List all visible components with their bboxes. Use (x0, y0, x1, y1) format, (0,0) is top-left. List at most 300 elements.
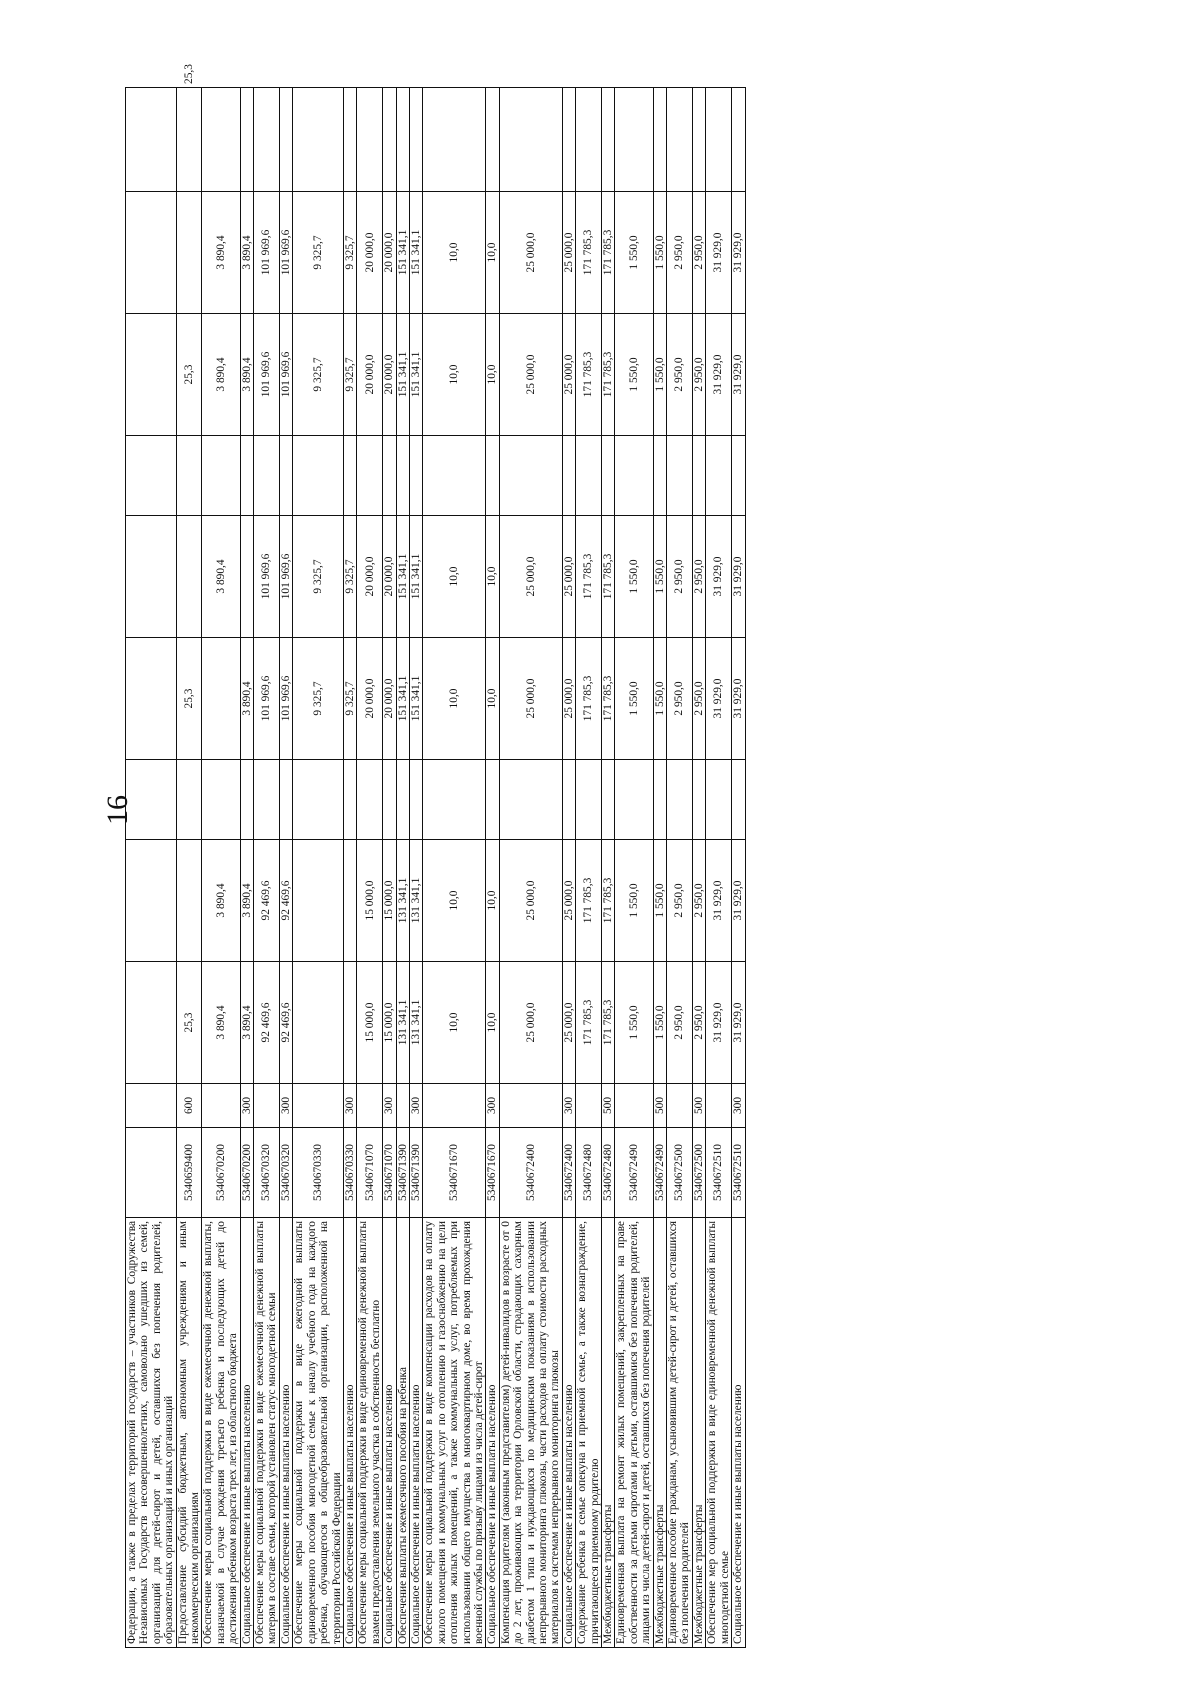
amount-cell: 25,3 (176, 638, 202, 760)
amount-cell: 92 469,6 (254, 962, 280, 1084)
amount-cell: 20 000,0 (357, 638, 383, 760)
amount-cell: 25 000,0 (562, 516, 575, 638)
amount-cell (576, 436, 602, 516)
amount-cell: 25,3 (176, 314, 202, 436)
table-row (486, 88, 499, 1648)
amount-cell (732, 88, 745, 192)
amount-cell: 25 000,0 (562, 638, 575, 760)
amount-cell (176, 760, 202, 840)
amount-cell (293, 88, 344, 192)
target-article-code: 5340670320 (254, 1128, 280, 1218)
amount-cell: 9 325,7 (293, 192, 344, 314)
expense-type-code: 300 (343, 1084, 356, 1128)
amount-cell (240, 436, 253, 516)
amount-cell: 92 469,6 (279, 840, 292, 962)
table-row: Предоставление субсидий бюджетным, автономным учреждениям и иным некоммерческим организациям 5340659400 600 25,3 25,3 25,3 25,3 (176, 88, 202, 1648)
page-number: 16 (101, 795, 134, 825)
amount-cell (126, 436, 177, 516)
amount-cell (615, 760, 653, 840)
amount-cell: 1 550,0 (653, 192, 666, 314)
amount-cell (126, 516, 177, 638)
amount-cell: 31 929,0 (706, 638, 732, 760)
expense-type-code (423, 1084, 486, 1128)
amount-cell: 9 325,7 (343, 638, 356, 760)
amount-cell: 25 000,0 (499, 516, 562, 638)
amount-cell: 25 000,0 (499, 314, 562, 436)
amount-cell: 171 785,3 (576, 192, 602, 314)
amount-cell (293, 962, 344, 1084)
amount-cell: 2 950,0 (692, 314, 705, 436)
amount-cell (254, 88, 280, 192)
amount-cell: 10,0 (423, 516, 486, 638)
amount-cell: 10,0 (486, 840, 499, 962)
amount-cell: 151 341,1 (396, 516, 409, 638)
amount-cell (126, 88, 177, 192)
amount-cell: 92 469,6 (254, 840, 280, 962)
amount-cell: 3 890,4 (202, 314, 240, 436)
table-row (383, 88, 396, 1648)
target-article-code (126, 1128, 177, 1218)
row-name: Федерации, а также в пределах территорий государств – участников Содружества Независимых Государств несовершеннолетних, самовольно ушедших из семей, организаций для детей-сирот и детей, оставшихся без попечения родителей, образовательных организаций и иных организаций (126, 1218, 177, 1648)
expense-type-code: 300 (279, 1084, 292, 1128)
expense-type-code (706, 1084, 732, 1128)
amount-cell (409, 88, 422, 192)
amount-cell: 2 950,0 (667, 516, 693, 638)
amount-cell: 1 550,0 (615, 962, 653, 1084)
target-article-code: 5340672510 (732, 1128, 745, 1218)
target-article-code: 5340672480 (602, 1128, 615, 1218)
expense-type-code: 500 (692, 1084, 705, 1128)
amount-cell (602, 88, 615, 192)
amount-cell: 9 325,7 (293, 516, 344, 638)
amount-cell: 1 550,0 (653, 516, 666, 638)
amount-cell: 31 929,0 (732, 638, 745, 760)
row-name: Социальное обеспечение и иные выплаты населению (409, 1218, 422, 1648)
row-name: Единовременная выплата на ремонт жилых помещений, закрепленных на праве собственности за детьми сиротами и детьми, оставшимися без попечения родителей, лицами из числа детей-сирот и детей, оставшихся без попечения родителей (615, 1218, 653, 1648)
table-row (576, 88, 602, 1648)
amount-cell: 2 950,0 (667, 192, 693, 314)
amount-cell (409, 436, 422, 516)
row-name: Обеспечение меры социальной поддержки в виде единовременной денежной выплаты взамен предоставления земельного участка в собственность бесплатно (357, 1218, 383, 1648)
row-name: Обеспечение меры социальной поддержки в виде ежемесячной денежной выплаты матерям в составе семьи, которой установлен статус многодетной семьи (254, 1218, 280, 1648)
target-article-code: 5340671390 (396, 1128, 409, 1218)
amount-cell: 2 950,0 (667, 840, 693, 962)
amount-cell: 31 929,0 (706, 516, 732, 638)
row-name: Социальное обеспечение и иные выплаты населению (562, 1218, 575, 1648)
amount-cell (562, 760, 575, 840)
amount-cell: 10,0 (486, 314, 499, 436)
amount-cell (176, 840, 202, 962)
amount-cell (486, 88, 499, 192)
table-row (499, 88, 562, 1648)
amount-cell (396, 436, 409, 516)
amount-cell (692, 436, 705, 516)
amount-cell (293, 760, 344, 840)
amount-cell: 1 550,0 (615, 516, 653, 638)
table-row (357, 88, 383, 1648)
amount-cell: 101 969,6 (254, 192, 280, 314)
target-article-code: 5340670320 (279, 1128, 292, 1218)
amount-cell: 171 785,3 (576, 962, 602, 1084)
amount-cell: 101 969,6 (254, 516, 280, 638)
target-article-code: 5340671670 (486, 1128, 499, 1218)
amount-cell: 10,0 (486, 516, 499, 638)
target-article-code: 5340659400 (176, 1128, 202, 1218)
target-article-code: 5340671070 (383, 1128, 396, 1218)
amount-cell: 9 325,7 (293, 638, 344, 760)
expense-type-code (202, 1084, 240, 1128)
amount-cell: 171 785,3 (602, 192, 615, 314)
amount-cell (254, 760, 280, 840)
amount-cell: 1 550,0 (653, 314, 666, 436)
expense-type-code: 600 (176, 1084, 202, 1128)
table-row (126, 88, 177, 1648)
expense-type-code (293, 1084, 344, 1128)
amount-cell: 1 550,0 (615, 192, 653, 314)
table-row (732, 88, 745, 1648)
amount-cell (126, 314, 177, 436)
amount-cell (126, 760, 177, 840)
amount-cell: 1 550,0 (615, 638, 653, 760)
amount-cell: 131 341,1 (409, 840, 422, 962)
amount-cell: 1 550,0 (653, 638, 666, 760)
amount-cell: 31 929,0 (732, 314, 745, 436)
expense-type-code: 300 (732, 1084, 745, 1128)
amount-cell (357, 436, 383, 516)
amount-cell (396, 88, 409, 192)
amount-cell: 31 929,0 (732, 516, 745, 638)
amount-cell: 2 950,0 (667, 638, 693, 760)
amount-cell (602, 436, 615, 516)
amount-cell: 131 341,1 (396, 840, 409, 962)
table-row (615, 88, 653, 1648)
amount-cell: 101 969,6 (279, 192, 292, 314)
amount-cell (562, 88, 575, 192)
amount-cell (667, 436, 693, 516)
budget-table (125, 64, 746, 1648)
amount-cell: 9 325,7 (343, 516, 356, 638)
amount-cell (486, 760, 499, 840)
table-row (562, 88, 575, 1648)
row-name: Обеспечение меры социальной поддержки в виде ежегодной выплаты единовременного пособия многодетной семье к началу учебного года на каждого ребенка, обучающегося в общеобразовательной организации, расположенной на территории Российской Федерации (293, 1218, 344, 1648)
amount-cell (293, 840, 344, 962)
amount-cell (423, 760, 486, 840)
amount-cell: 10,0 (423, 638, 486, 760)
amount-cell (667, 760, 693, 840)
amount-cell: 101 969,6 (254, 314, 280, 436)
amount-cell: 3 890,4 (240, 638, 253, 760)
amount-cell: 9 325,7 (343, 314, 356, 436)
target-article-code: 5340670200 (202, 1128, 240, 1218)
amount-cell: 31 929,0 (732, 962, 745, 1084)
amount-cell: 151 341,1 (409, 192, 422, 314)
expense-type-code: 300 (409, 1084, 422, 1128)
row-name: Единовременное пособие гражданам, усыновившим детей-сирот и детей, оставшихся без попечения родителей (667, 1218, 693, 1648)
amount-cell: 2 950,0 (667, 962, 693, 1084)
amount-cell: 3 890,4 (202, 840, 240, 962)
expense-type-code (396, 1084, 409, 1128)
expense-type-code (576, 1084, 602, 1128)
amount-cell: 131 341,1 (409, 962, 422, 1084)
amount-cell (240, 516, 253, 638)
amount-cell (343, 760, 356, 840)
amount-cell: 10,0 (486, 638, 499, 760)
amount-cell (486, 436, 499, 516)
row-name: Социальное обеспечение и иные выплаты населению (343, 1218, 356, 1648)
table-row (254, 88, 280, 1648)
amount-cell: 1 550,0 (615, 314, 653, 436)
amount-cell: 20 000,0 (357, 516, 383, 638)
amount-cell: 2 950,0 (692, 840, 705, 962)
amount-cell: 20 000,0 (383, 638, 396, 760)
amount-cell: 171 785,3 (576, 840, 602, 962)
amount-cell: 3 890,4 (202, 192, 240, 314)
amount-cell: 2 950,0 (667, 314, 693, 436)
amount-cell: 31 929,0 (706, 192, 732, 314)
target-article-code: 5340672400 (562, 1128, 575, 1218)
amount-cell: 25 000,0 (562, 840, 575, 962)
expense-type-code: 500 (653, 1084, 666, 1128)
amount-cell (240, 88, 253, 192)
amount-cell (202, 88, 240, 192)
amount-cell: 10,0 (423, 840, 486, 962)
amount-cell: 10,0 (423, 192, 486, 314)
row-name: Межбюджетные трансферты (653, 1218, 666, 1648)
row-name: Обеспечение меры социальной поддержки в виде компенсации расходов на оплату жилого помещения и коммунальных услуг по отоплению и газоснабжению на цели отопления жилых помещений, а также коммунальных услуг, потребляемых при использовании общего имущества в многоквартирном доме, во время прохождения военной службы по призыву лицами из числа детей-сирот (423, 1218, 486, 1648)
table-row (653, 88, 666, 1648)
target-article-code: 5340672480 (576, 1128, 602, 1218)
target-article-code: 5340671070 (357, 1128, 383, 1218)
amount-cell: 25 000,0 (499, 192, 562, 314)
amount-cell: 3 890,4 (202, 962, 240, 1084)
amount-cell (383, 88, 396, 192)
amount-cell (126, 962, 177, 1084)
amount-cell (126, 840, 177, 962)
amount-cell: 20 000,0 (383, 516, 396, 638)
amount-cell: 3 890,4 (240, 840, 253, 962)
amount-cell (499, 760, 562, 840)
table-row (423, 88, 486, 1648)
expense-type-code (615, 1084, 653, 1128)
amount-cell: 171 785,3 (576, 638, 602, 760)
table-row (343, 88, 356, 1648)
row-name: Социальное обеспечение и иные выплаты населению (732, 1218, 745, 1648)
row-name: Социальное обеспечение и иные выплаты населению (486, 1218, 499, 1648)
amount-cell (706, 436, 732, 516)
amount-cell: 151 341,1 (409, 638, 422, 760)
amount-cell: 101 969,6 (279, 638, 292, 760)
table-row (409, 88, 422, 1648)
amount-cell: 151 341,1 (396, 192, 409, 314)
target-article-code: 5340672490 (615, 1128, 653, 1218)
amount-cell: 101 969,6 (279, 516, 292, 638)
amount-cell: 25 000,0 (562, 192, 575, 314)
amount-cell (357, 88, 383, 192)
amount-cell: 25 000,0 (562, 314, 575, 436)
amount-cell: 31 929,0 (732, 192, 745, 314)
expense-type-code: 300 (383, 1084, 396, 1128)
expense-type-code (499, 1084, 562, 1128)
target-article-code: 5340672510 (706, 1128, 732, 1218)
row-name: Предоставление субсидий бюджетным, автономным учреждениям и иным некоммерческим организациям (176, 1218, 202, 1648)
amount-cell (343, 840, 356, 962)
amount-cell (202, 638, 240, 760)
amount-cell (202, 760, 240, 840)
amount-cell: 20 000,0 (383, 314, 396, 436)
row-name: Содержание ребенка в семье опекуна и приемной семье, а также вознаграждение, причитающееся приемному родителю (576, 1218, 602, 1648)
amount-cell: 171 785,3 (602, 314, 615, 436)
amount-cell: 171 785,3 (602, 840, 615, 962)
table-row (240, 88, 253, 1648)
amount-cell: 20 000,0 (357, 192, 383, 314)
amount-cell (602, 760, 615, 840)
expense-type-code (357, 1084, 383, 1128)
row-name: Межбюджетные трансферты (692, 1218, 705, 1648)
expense-type-code (254, 1084, 280, 1128)
amount-cell (576, 88, 602, 192)
amount-cell: 1 550,0 (653, 840, 666, 962)
amount-cell: 31 929,0 (706, 840, 732, 962)
amount-cell: 92 469,6 (279, 962, 292, 1084)
table-row (279, 88, 292, 1648)
amount-cell: 15 000,0 (383, 840, 396, 962)
amount-cell: 10,0 (423, 314, 486, 436)
amount-cell (732, 760, 745, 840)
amount-cell (176, 516, 202, 638)
amount-cell (667, 88, 693, 192)
amount-cell (562, 436, 575, 516)
amount-cell (615, 436, 653, 516)
amount-cell (343, 436, 356, 516)
amount-cell: 25 000,0 (562, 962, 575, 1084)
amount-cell (126, 638, 177, 760)
amount-cell: 10,0 (423, 962, 486, 1084)
amount-cell (653, 88, 666, 192)
amount-cell (176, 192, 202, 314)
amount-cell (383, 760, 396, 840)
amount-cell (202, 436, 240, 516)
amount-cell (423, 88, 486, 192)
target-article-code: 5340671670 (423, 1128, 486, 1218)
amount-cell (423, 436, 486, 516)
amount-cell: 25 000,0 (499, 840, 562, 962)
amount-cell: 171 785,3 (602, 638, 615, 760)
row-name: Обеспечение меры социальной поддержки в виде ежемесячной денежной выплаты, назначаемой в случае рождения третьего ребенка и последующих детей до достижения ребенком возраста трех лет, из областного бюджета (202, 1218, 240, 1648)
expense-type-code: 500 (602, 1084, 615, 1128)
expense-type-code: 300 (562, 1084, 575, 1128)
target-article-code: 5340670330 (293, 1128, 344, 1218)
amount-cell: 171 785,3 (602, 516, 615, 638)
target-article-code: 5340672500 (667, 1128, 693, 1218)
amount-cell: 10,0 (486, 192, 499, 314)
amount-cell (615, 88, 653, 192)
amount-cell (176, 436, 202, 516)
amount-cell (343, 962, 356, 1084)
budget-table-body (125, 64, 745, 1648)
amount-cell: 15 000,0 (357, 962, 383, 1084)
amount-cell: 151 341,1 (396, 638, 409, 760)
amount-cell: 101 969,6 (254, 638, 280, 760)
amount-cell: 9 325,7 (293, 314, 344, 436)
amount-cell: 20 000,0 (357, 314, 383, 436)
amount-cell (254, 436, 280, 516)
amount-cell: 31 929,0 (706, 314, 732, 436)
amount-cell: 2 950,0 (692, 192, 705, 314)
amount-cell (279, 760, 292, 840)
expense-type-code (126, 1084, 177, 1128)
amount-cell (732, 436, 745, 516)
amount-cell: 151 341,1 (409, 314, 422, 436)
amount-cell (706, 760, 732, 840)
table-row (293, 88, 344, 1648)
amount-cell (692, 760, 705, 840)
amount-cell: 101 969,6 (279, 314, 292, 436)
target-article-code: 5340671390 (409, 1128, 422, 1218)
amount-cell (499, 88, 562, 192)
expense-type-code: 300 (240, 1084, 253, 1128)
table-row (667, 88, 693, 1648)
amount-cell (126, 192, 177, 314)
amount-cell (409, 760, 422, 840)
amount-cell: 151 341,1 (409, 516, 422, 638)
expense-type-code: 300 (486, 1084, 499, 1128)
table-row (396, 88, 409, 1648)
amount-cell: 3 890,4 (240, 192, 253, 314)
amount-cell (343, 88, 356, 192)
amount-cell: 9 325,7 (343, 192, 356, 314)
amount-cell: 15 000,0 (357, 840, 383, 962)
amount-cell (279, 88, 292, 192)
row-name: Обеспечение выплаты ежемесячного пособия на ребенка (396, 1218, 409, 1648)
table-row (706, 88, 732, 1648)
row-name: Социальное обеспечение и иные выплаты населению (279, 1218, 292, 1648)
expense-type-code (667, 1084, 693, 1128)
amount-cell (176, 88, 202, 192)
amount-cell (499, 436, 562, 516)
target-article-code: 5340672400 (499, 1128, 562, 1218)
amount-cell: 3 890,4 (240, 962, 253, 1084)
amount-cell: 2 950,0 (692, 638, 705, 760)
amount-cell (653, 436, 666, 516)
amount-cell: 25 000,0 (499, 962, 562, 1084)
amount-cell: 171 785,3 (576, 516, 602, 638)
amount-cell: 2 950,0 (692, 516, 705, 638)
rotated-table-container (125, 64, 1070, 1648)
amount-cell: 2 950,0 (692, 962, 705, 1084)
amount-cell: 31 929,0 (706, 962, 732, 1084)
amount-cell (653, 760, 666, 840)
target-article-code: 5340670200 (240, 1128, 253, 1218)
amount-cell (576, 760, 602, 840)
amount-cell: 131 341,1 (396, 962, 409, 1084)
amount-cell (706, 88, 732, 192)
amount-cell: 10,0 (486, 962, 499, 1084)
amount-cell: 31 929,0 (732, 840, 745, 962)
amount-cell (293, 436, 344, 516)
amount-cell (692, 88, 705, 192)
row-name: Обеспечение мер социальной поддержки в виде единовременной денежной выплаты многодетной семье (706, 1218, 732, 1648)
amount-cell (383, 436, 396, 516)
row-name: Межбюджетные трансферты (602, 1218, 615, 1648)
amount-cell: 1 550,0 (653, 962, 666, 1084)
target-article-code: 5340672490 (653, 1128, 666, 1218)
amount-cell: 3 890,4 (240, 314, 253, 436)
amount-cell: 3 890,4 (202, 516, 240, 638)
row-name: Социальное обеспечение и иные выплаты населению (383, 1218, 396, 1648)
amount-cell (357, 760, 383, 840)
amount-cell: 1 550,0 (615, 840, 653, 962)
row-name: Компенсация родителям (законным представителям) детей-инвалидов в возрасте от 0 до 2 лет, проживающих на территории Орловской области, страдающих сахарным диабетом 1 типа и нуждающихся по медицинским показаниям в использовании непрерывного мониторинга глюкозы, части расходов на оплату стоимости расходных материалов к системам непрерывного мониторинга глюкозы (499, 1218, 562, 1648)
